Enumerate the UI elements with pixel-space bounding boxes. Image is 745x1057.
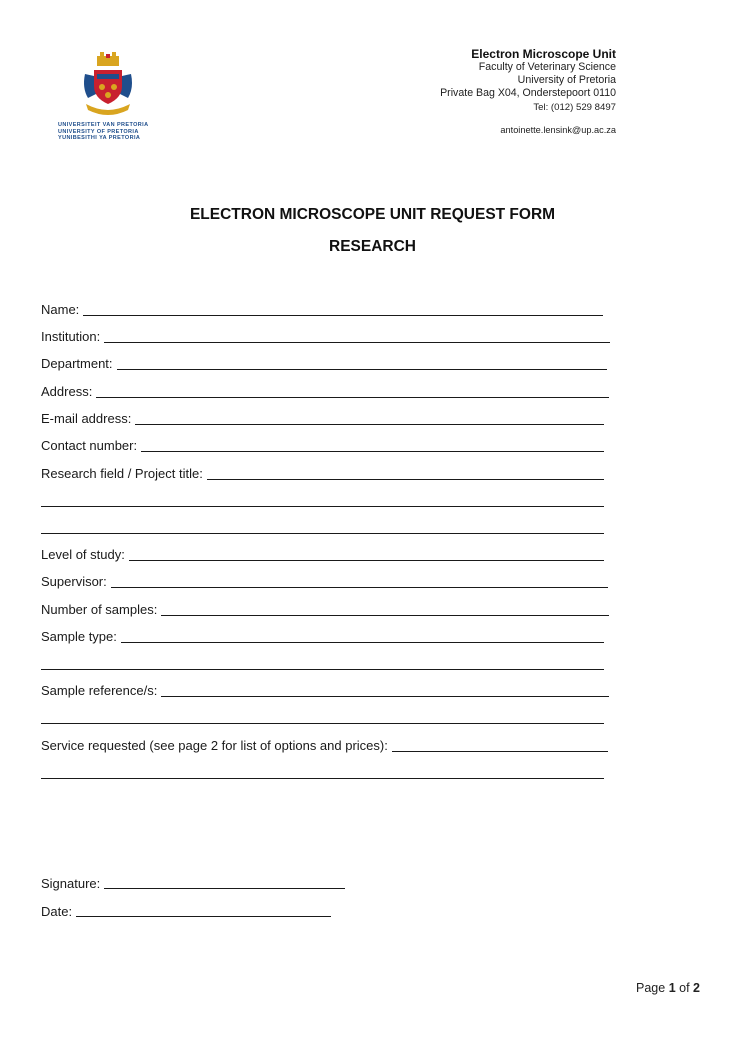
name-label: Name: <box>41 302 80 317</box>
sample-type-field[interactable] <box>121 642 604 643</box>
address-field[interactable] <box>96 397 609 398</box>
name-field[interactable] <box>83 315 603 316</box>
level-row <box>41 545 604 563</box>
department-field[interactable] <box>117 369 607 370</box>
date-field[interactable] <box>76 916 331 917</box>
university-logo <box>58 52 158 147</box>
sample-ref-label: Sample reference/s: <box>41 683 158 698</box>
samples-label: Number of samples: <box>41 602 158 617</box>
email-row <box>41 409 604 427</box>
university-name: University of Pretoria <box>517 74 616 87</box>
email-field[interactable] <box>135 424 604 425</box>
telephone: Tel: (012) 529 8497 <box>533 101 616 113</box>
service-label: Service requested (see page 2 for list of options and prices): <box>41 738 388 753</box>
signature-row <box>41 873 345 891</box>
sample-ref-row <box>41 681 609 699</box>
signature-field[interactable] <box>104 888 345 889</box>
address-label: Address: <box>41 384 93 399</box>
research-label: Research field / Project title: <box>41 466 203 481</box>
level-label: Level of study: <box>41 547 125 562</box>
level-field[interactable] <box>129 560 604 561</box>
page-of: of <box>679 981 690 995</box>
date-row <box>41 901 331 919</box>
contact-number-field[interactable] <box>141 451 604 452</box>
page-number <box>636 981 700 995</box>
research-row <box>41 464 604 482</box>
samples-field[interactable] <box>161 615 609 616</box>
sample-type-label: Sample type: <box>41 629 117 644</box>
service-line-2[interactable] <box>41 778 604 779</box>
research-field[interactable] <box>207 479 604 480</box>
sample-type-line-2[interactable] <box>41 669 604 670</box>
supervisor-row <box>41 572 608 590</box>
form-subtitle: RESEARCH <box>329 238 416 255</box>
institution-label: Institution: <box>41 329 101 344</box>
sample-ref-line-2[interactable] <box>41 723 604 724</box>
page-word: Page <box>636 981 666 995</box>
institution-row <box>41 327 610 345</box>
name-row <box>41 300 603 318</box>
email-address: antoinette.lensink@up.ac.za <box>500 124 616 135</box>
sample-type-row <box>41 627 604 645</box>
signature-label: Signature: <box>41 876 101 891</box>
service-row <box>41 736 608 754</box>
logo-text-sepedi: YUNIBESITHI YA PRETORIA <box>58 135 141 142</box>
service-field[interactable] <box>392 751 608 752</box>
address-row <box>41 382 609 400</box>
university-crest-icon <box>80 52 136 118</box>
logo-text-english: UNIVERSITY OF PRETORIA <box>58 128 139 135</box>
contact-block <box>440 47 616 135</box>
email-label: E-mail address: <box>41 411 132 426</box>
department-row <box>41 354 607 372</box>
samples-row <box>41 600 609 618</box>
postal-address: Private Bag X04, Onderstepoort 0110 <box>440 87 616 100</box>
unit-name: Electron Microscope Unit <box>471 47 616 61</box>
institution-field[interactable] <box>104 342 610 343</box>
faculty-name: Faculty of Veterinary Science <box>478 61 616 73</box>
research-field-line-2[interactable] <box>41 506 604 507</box>
logo-text-afrikaans: UNIVERSITEIT VAN PRETORIA <box>58 122 149 128</box>
supervisor-label: Supervisor: <box>41 574 107 589</box>
sample-ref-field[interactable] <box>161 696 609 697</box>
contact-number-label: Contact number: <box>41 438 138 453</box>
page-current: 1 <box>668 981 676 995</box>
research-field-line-3[interactable] <box>41 533 604 534</box>
contact-number-row <box>41 436 604 454</box>
supervisor-field[interactable] <box>111 587 608 588</box>
department-label: Department: <box>41 356 113 371</box>
date-label: Date: <box>41 904 73 919</box>
form-title: ELECTRON MICROSCOPE UNIT REQUEST FORM <box>189 206 556 223</box>
page-total: 2 <box>693 981 700 995</box>
